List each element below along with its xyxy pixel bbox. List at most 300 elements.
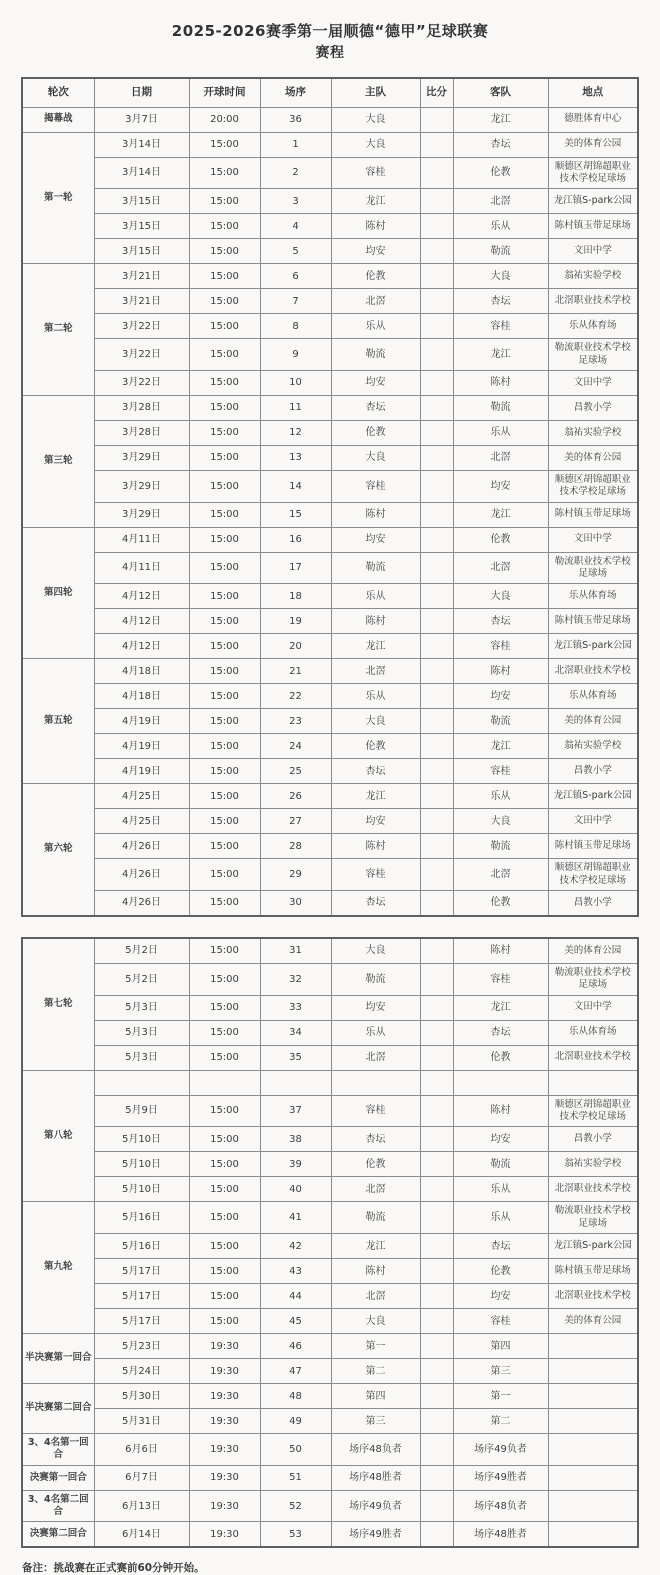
score-cell bbox=[420, 809, 453, 834]
away-team-cell: 容桂 bbox=[453, 759, 548, 784]
away-team-cell: 乐从 bbox=[453, 1177, 548, 1202]
kickoff-time-cell: 15:00 bbox=[189, 709, 260, 734]
venue-cell: 龙江镇S-park公园 bbox=[548, 634, 638, 659]
home-team-cell: 北滘 bbox=[331, 659, 420, 684]
match-no-cell: 24 bbox=[260, 734, 331, 759]
round-label: 3、4名第一回合 bbox=[22, 1434, 94, 1466]
round-label: 第六轮 bbox=[22, 784, 94, 916]
kickoff-time-cell: 15:00 bbox=[189, 1095, 260, 1127]
kickoff-time-cell: 20:00 bbox=[189, 107, 260, 132]
home-team-cell: 龙江 bbox=[331, 784, 420, 809]
score-cell bbox=[420, 395, 453, 420]
schedule-table-rounds-7-finals bbox=[21, 937, 639, 1548]
kickoff-time-cell: 19:30 bbox=[189, 1522, 260, 1548]
match-no-cell: 1 bbox=[260, 132, 331, 157]
score-cell bbox=[420, 938, 453, 964]
table-row bbox=[22, 157, 638, 189]
date-cell: 5月2日 bbox=[94, 938, 189, 964]
match-no-cell: 8 bbox=[260, 314, 331, 339]
table-row bbox=[22, 132, 638, 157]
away-team-cell: 勒流 bbox=[453, 1152, 548, 1177]
match-no-cell: 16 bbox=[260, 527, 331, 552]
table-row bbox=[22, 370, 638, 395]
kickoff-time-cell: 19:30 bbox=[189, 1434, 260, 1466]
match-no-cell: 50 bbox=[260, 1434, 331, 1466]
score-cell bbox=[420, 107, 453, 132]
venue-cell: 翁祐实验学校 bbox=[548, 1152, 638, 1177]
date-cell: 3月7日 bbox=[94, 107, 189, 132]
kickoff-time-cell: 15:00 bbox=[189, 289, 260, 314]
venue-cell: 乐从体育场 bbox=[548, 584, 638, 609]
kickoff-time-cell: 15:00 bbox=[189, 157, 260, 189]
venue-cell: 翁祐实验学校 bbox=[548, 264, 638, 289]
away-team-cell: 北滘 bbox=[453, 859, 548, 891]
venue-cell bbox=[548, 1070, 638, 1095]
home-team-cell: 北滘 bbox=[331, 289, 420, 314]
venue-cell: 文田中学 bbox=[548, 995, 638, 1020]
away-team-cell: 场序48胜者 bbox=[453, 1522, 548, 1548]
score-cell bbox=[420, 890, 453, 916]
table-row bbox=[22, 339, 638, 371]
date-cell: 3月28日 bbox=[94, 420, 189, 445]
venue-cell: 顺德区胡锦超职业技术学校足球场 bbox=[548, 1095, 638, 1127]
home-team-cell: 陈村 bbox=[331, 214, 420, 239]
column-header-home-team: 主队 bbox=[331, 78, 420, 108]
away-team-cell: 北滘 bbox=[453, 552, 548, 584]
kickoff-time-cell bbox=[189, 1070, 260, 1095]
kickoff-time-cell: 15:00 bbox=[189, 470, 260, 502]
venue-cell: 陈村镇玉带足球场 bbox=[548, 502, 638, 527]
match-no-cell: 46 bbox=[260, 1334, 331, 1359]
date-cell: 5月3日 bbox=[94, 1045, 189, 1070]
home-team-cell: 杏坛 bbox=[331, 890, 420, 916]
home-team-cell bbox=[331, 1070, 420, 1095]
match-no-cell: 2 bbox=[260, 157, 331, 189]
home-team-cell: 伦教 bbox=[331, 264, 420, 289]
away-team-cell: 勒流 bbox=[453, 834, 548, 859]
round-label: 第二轮 bbox=[22, 264, 94, 396]
date-cell: 4月11日 bbox=[94, 552, 189, 584]
venue-cell: 勒流职业技术学校足球场 bbox=[548, 1202, 638, 1234]
away-team-cell: 龙江 bbox=[453, 339, 548, 371]
score-cell bbox=[420, 1095, 453, 1127]
match-no-cell: 45 bbox=[260, 1309, 331, 1334]
table-row bbox=[22, 289, 638, 314]
kickoff-time-cell: 15:00 bbox=[189, 1234, 260, 1259]
table-row bbox=[22, 445, 638, 470]
table-row bbox=[22, 809, 638, 834]
match-no-cell: 39 bbox=[260, 1152, 331, 1177]
date-cell: 5月30日 bbox=[94, 1384, 189, 1409]
home-team-cell: 均安 bbox=[331, 527, 420, 552]
table-row bbox=[22, 684, 638, 709]
away-team-cell: 乐从 bbox=[453, 784, 548, 809]
home-team-cell: 北滘 bbox=[331, 1177, 420, 1202]
away-team-cell: 乐从 bbox=[453, 420, 548, 445]
away-team-cell: 伦教 bbox=[453, 1045, 548, 1070]
table-row bbox=[22, 1152, 638, 1177]
away-team-cell: 容桂 bbox=[453, 314, 548, 339]
score-cell bbox=[420, 339, 453, 371]
round-label: 第四轮 bbox=[22, 527, 94, 659]
match-no-cell: 29 bbox=[260, 859, 331, 891]
date-cell: 6月7日 bbox=[94, 1465, 189, 1490]
away-team-cell: 容桂 bbox=[453, 963, 548, 995]
kickoff-time-cell: 15:00 bbox=[189, 1177, 260, 1202]
kickoff-time-cell: 15:00 bbox=[189, 834, 260, 859]
away-team-cell: 勒流 bbox=[453, 239, 548, 264]
round-label: 决赛第一回合 bbox=[22, 1465, 94, 1490]
score-cell bbox=[420, 659, 453, 684]
kickoff-time-cell: 15:00 bbox=[189, 445, 260, 470]
venue-cell: 陈村镇玉带足球场 bbox=[548, 1259, 638, 1284]
round-label: 第三轮 bbox=[22, 395, 94, 527]
match-no-cell: 6 bbox=[260, 264, 331, 289]
score-cell bbox=[420, 1152, 453, 1177]
table-row bbox=[22, 759, 638, 784]
away-team-cell: 均安 bbox=[453, 684, 548, 709]
date-cell: 3月15日 bbox=[94, 214, 189, 239]
away-team-cell: 伦教 bbox=[453, 890, 548, 916]
match-no-cell: 47 bbox=[260, 1359, 331, 1384]
kickoff-time-cell: 15:00 bbox=[189, 859, 260, 891]
match-no-cell: 53 bbox=[260, 1522, 331, 1548]
home-team-cell: 乐从 bbox=[331, 684, 420, 709]
column-header-date: 日期 bbox=[94, 78, 189, 108]
date-cell: 4月19日 bbox=[94, 759, 189, 784]
table-row bbox=[22, 1045, 638, 1070]
away-team-cell: 大良 bbox=[453, 584, 548, 609]
match-no-cell: 19 bbox=[260, 609, 331, 634]
home-team-cell: 陈村 bbox=[331, 834, 420, 859]
score-cell bbox=[420, 1522, 453, 1548]
table-row bbox=[22, 734, 638, 759]
away-team-cell: 均安 bbox=[453, 1127, 548, 1152]
score-cell bbox=[420, 1334, 453, 1359]
venue-cell: 翁祐实验学校 bbox=[548, 734, 638, 759]
venue-cell: 乐从体育场 bbox=[548, 314, 638, 339]
score-cell bbox=[420, 1409, 453, 1434]
venue-cell: 翁祐实验学校 bbox=[548, 420, 638, 445]
away-team-cell: 勒流 bbox=[453, 395, 548, 420]
venue-cell bbox=[548, 1465, 638, 1490]
kickoff-time-cell: 15:00 bbox=[189, 1127, 260, 1152]
away-team-cell: 陈村 bbox=[453, 659, 548, 684]
venue-cell: 顺德区胡锦超职业技术学校足球场 bbox=[548, 157, 638, 189]
column-header-kickoff-time: 开球时间 bbox=[189, 78, 260, 108]
venue-cell bbox=[548, 1434, 638, 1466]
match-no-cell: 42 bbox=[260, 1234, 331, 1259]
kickoff-time-cell: 19:30 bbox=[189, 1465, 260, 1490]
home-team-cell: 勒流 bbox=[331, 963, 420, 995]
table-row bbox=[22, 609, 638, 634]
kickoff-time-cell: 15:00 bbox=[189, 684, 260, 709]
table-row bbox=[22, 1409, 638, 1434]
match-no-cell: 52 bbox=[260, 1490, 331, 1522]
round-label: 决赛第二回合 bbox=[22, 1522, 94, 1548]
score-cell bbox=[420, 1359, 453, 1384]
match-no-cell: 44 bbox=[260, 1284, 331, 1309]
home-team-cell: 龙江 bbox=[331, 189, 420, 214]
date-cell: 4月26日 bbox=[94, 890, 189, 916]
venue-cell: 昌教小学 bbox=[548, 890, 638, 916]
venue-cell: 昌教小学 bbox=[548, 1127, 638, 1152]
match-no-cell: 30 bbox=[260, 890, 331, 916]
score-cell bbox=[420, 1177, 453, 1202]
score-cell bbox=[420, 963, 453, 995]
venue-cell: 北滘职业技术学校 bbox=[548, 1177, 638, 1202]
away-team-cell: 第一 bbox=[453, 1384, 548, 1409]
score-cell bbox=[420, 314, 453, 339]
table-row bbox=[22, 527, 638, 552]
kickoff-time-cell: 15:00 bbox=[189, 132, 260, 157]
away-team-cell: 均安 bbox=[453, 470, 548, 502]
match-no-cell: 25 bbox=[260, 759, 331, 784]
away-team-cell: 龙江 bbox=[453, 734, 548, 759]
score-cell bbox=[420, 609, 453, 634]
match-no-cell: 33 bbox=[260, 995, 331, 1020]
match-no-cell: 34 bbox=[260, 1020, 331, 1045]
match-no-cell: 51 bbox=[260, 1465, 331, 1490]
table-row bbox=[22, 859, 638, 891]
date-cell: 5月17日 bbox=[94, 1284, 189, 1309]
away-team-cell: 第二 bbox=[453, 1409, 548, 1434]
match-no-cell: 12 bbox=[260, 420, 331, 445]
match-no-cell: 27 bbox=[260, 809, 331, 834]
kickoff-time-cell: 15:00 bbox=[189, 584, 260, 609]
table-row bbox=[22, 314, 638, 339]
match-no-cell: 21 bbox=[260, 659, 331, 684]
round-label: 半决赛第一回合 bbox=[22, 1334, 94, 1384]
kickoff-time-cell: 15:00 bbox=[189, 420, 260, 445]
home-team-cell: 陈村 bbox=[331, 609, 420, 634]
match-no-cell: 49 bbox=[260, 1409, 331, 1434]
column-header-venue: 地点 bbox=[548, 78, 638, 108]
table-row bbox=[22, 1020, 638, 1045]
home-team-cell: 第三 bbox=[331, 1409, 420, 1434]
match-no-cell: 26 bbox=[260, 784, 331, 809]
venue-cell: 北滘职业技术学校 bbox=[548, 659, 638, 684]
score-cell bbox=[420, 189, 453, 214]
kickoff-time-cell: 19:30 bbox=[189, 1409, 260, 1434]
away-team-cell: 陈村 bbox=[453, 1095, 548, 1127]
away-team-cell: 伦教 bbox=[453, 1259, 548, 1284]
away-team-cell: 龙江 bbox=[453, 107, 548, 132]
page-title-line1: 2025-2026赛季第一届顺德“德甲”足球联赛 bbox=[171, 22, 489, 40]
away-team-cell: 杏坛 bbox=[453, 289, 548, 314]
match-no-cell: 48 bbox=[260, 1384, 331, 1409]
away-team-cell: 容桂 bbox=[453, 1309, 548, 1334]
away-team-cell: 场序48负者 bbox=[453, 1490, 548, 1522]
away-team-cell: 杏坛 bbox=[453, 132, 548, 157]
date-cell: 4月26日 bbox=[94, 834, 189, 859]
round-label: 第九轮 bbox=[22, 1202, 94, 1334]
match-no-cell: 43 bbox=[260, 1259, 331, 1284]
venue-cell bbox=[548, 1490, 638, 1522]
kickoff-time-cell: 15:00 bbox=[189, 264, 260, 289]
score-cell bbox=[420, 1434, 453, 1466]
venue-cell: 陈村镇玉带足球场 bbox=[548, 609, 638, 634]
kickoff-time-cell: 15:00 bbox=[189, 239, 260, 264]
score-cell bbox=[420, 264, 453, 289]
kickoff-time-cell: 15:00 bbox=[189, 395, 260, 420]
venue-cell bbox=[548, 1334, 638, 1359]
table-row bbox=[22, 890, 638, 916]
kickoff-time-cell: 15:00 bbox=[189, 890, 260, 916]
kickoff-time-cell: 15:00 bbox=[189, 1309, 260, 1334]
away-team-cell: 伦教 bbox=[453, 527, 548, 552]
table-row bbox=[22, 634, 638, 659]
round-label: 第七轮 bbox=[22, 938, 94, 1070]
venue-cell: 美的体育公园 bbox=[548, 445, 638, 470]
venue-cell: 美的体育公园 bbox=[548, 132, 638, 157]
home-team-cell: 乐从 bbox=[331, 1020, 420, 1045]
kickoff-time-cell: 15:00 bbox=[189, 609, 260, 634]
away-team-cell: 北滘 bbox=[453, 189, 548, 214]
home-team-cell: 场序49负者 bbox=[331, 1490, 420, 1522]
date-cell: 3月21日 bbox=[94, 264, 189, 289]
kickoff-time-cell: 19:30 bbox=[189, 1334, 260, 1359]
table-row bbox=[22, 470, 638, 502]
away-team-cell: 场序49胜者 bbox=[453, 1465, 548, 1490]
home-team-cell: 北滘 bbox=[331, 1045, 420, 1070]
score-cell bbox=[420, 1309, 453, 1334]
match-no-cell: 32 bbox=[260, 963, 331, 995]
venue-cell bbox=[548, 1409, 638, 1434]
venue-cell: 德胜体育中心 bbox=[548, 107, 638, 132]
home-team-cell: 陈村 bbox=[331, 1259, 420, 1284]
table-row bbox=[22, 239, 638, 264]
kickoff-time-cell: 15:00 bbox=[189, 189, 260, 214]
home-team-cell: 大良 bbox=[331, 1309, 420, 1334]
kickoff-time-cell: 15:00 bbox=[189, 809, 260, 834]
venue-cell: 龙江镇S-park公园 bbox=[548, 1234, 638, 1259]
match-no-cell: 41 bbox=[260, 1202, 331, 1234]
round-label: 第一轮 bbox=[22, 132, 94, 264]
score-cell bbox=[420, 734, 453, 759]
score-cell bbox=[420, 420, 453, 445]
date-cell: 5月17日 bbox=[94, 1259, 189, 1284]
date-cell: 3月14日 bbox=[94, 132, 189, 157]
score-cell bbox=[420, 157, 453, 189]
home-team-cell: 北滘 bbox=[331, 1284, 420, 1309]
date-cell: 5月10日 bbox=[94, 1152, 189, 1177]
table-row bbox=[22, 420, 638, 445]
date-cell: 4月18日 bbox=[94, 684, 189, 709]
kickoff-time-cell: 15:00 bbox=[189, 214, 260, 239]
score-cell bbox=[420, 1465, 453, 1490]
table-row bbox=[22, 1309, 638, 1334]
match-no-cell bbox=[260, 1070, 331, 1095]
venue-cell: 乐从体育场 bbox=[548, 1020, 638, 1045]
table-row bbox=[22, 1522, 638, 1548]
venue-cell: 文田中学 bbox=[548, 527, 638, 552]
away-team-cell: 杏坛 bbox=[453, 1234, 548, 1259]
venue-cell bbox=[548, 1384, 638, 1409]
home-team-cell: 场序48负者 bbox=[331, 1434, 420, 1466]
match-no-cell: 38 bbox=[260, 1127, 331, 1152]
home-team-cell: 大良 bbox=[331, 938, 420, 964]
table-row bbox=[22, 1095, 638, 1127]
home-team-cell: 第二 bbox=[331, 1359, 420, 1384]
table-row bbox=[22, 784, 638, 809]
away-team-cell: 陈村 bbox=[453, 938, 548, 964]
home-team-cell: 陈村 bbox=[331, 502, 420, 527]
date-cell: 3月29日 bbox=[94, 445, 189, 470]
kickoff-time-cell: 15:00 bbox=[189, 1045, 260, 1070]
score-cell bbox=[420, 527, 453, 552]
score-cell bbox=[420, 552, 453, 584]
date-cell: 5月9日 bbox=[94, 1095, 189, 1127]
match-no-cell: 22 bbox=[260, 684, 331, 709]
table-row bbox=[22, 502, 638, 527]
column-header-round: 轮次 bbox=[22, 78, 94, 108]
kickoff-time-cell: 15:00 bbox=[189, 527, 260, 552]
date-cell: 5月3日 bbox=[94, 1020, 189, 1045]
score-cell bbox=[420, 995, 453, 1020]
venue-cell: 陈村镇玉带足球场 bbox=[548, 214, 638, 239]
home-team-cell: 大良 bbox=[331, 107, 420, 132]
score-cell bbox=[420, 709, 453, 734]
round-label: 半决赛第二回合 bbox=[22, 1384, 94, 1434]
date-cell: 4月12日 bbox=[94, 584, 189, 609]
table-row bbox=[22, 584, 638, 609]
date-cell: 4月11日 bbox=[94, 527, 189, 552]
away-team-cell: 容桂 bbox=[453, 634, 548, 659]
table-row bbox=[22, 659, 638, 684]
home-team-cell: 勒流 bbox=[331, 339, 420, 371]
home-team-cell: 杏坛 bbox=[331, 395, 420, 420]
date-cell: 3月15日 bbox=[94, 189, 189, 214]
away-team-cell: 大良 bbox=[453, 809, 548, 834]
kickoff-time-cell: 15:00 bbox=[189, 659, 260, 684]
date-cell: 3月22日 bbox=[94, 339, 189, 371]
kickoff-time-cell: 15:00 bbox=[189, 759, 260, 784]
home-team-cell: 第一 bbox=[331, 1334, 420, 1359]
date-cell: 5月17日 bbox=[94, 1309, 189, 1334]
round-label: 揭幕战 bbox=[22, 107, 94, 132]
away-team-cell: 第四 bbox=[453, 1334, 548, 1359]
venue-cell: 乐从体育场 bbox=[548, 684, 638, 709]
kickoff-time-cell: 15:00 bbox=[189, 314, 260, 339]
match-no-cell: 3 bbox=[260, 189, 331, 214]
score-cell bbox=[420, 834, 453, 859]
home-team-cell: 杏坛 bbox=[331, 759, 420, 784]
table-row bbox=[22, 1127, 638, 1152]
match-no-cell: 9 bbox=[260, 339, 331, 371]
home-team-cell: 均安 bbox=[331, 370, 420, 395]
date-cell: 5月31日 bbox=[94, 1409, 189, 1434]
venue-cell: 勒流职业技术学校足球场 bbox=[548, 552, 638, 584]
table-row bbox=[22, 1177, 638, 1202]
schedule-table-rounds-1-6 bbox=[21, 77, 639, 917]
score-cell bbox=[420, 132, 453, 157]
venue-cell: 美的体育公园 bbox=[548, 938, 638, 964]
table-row bbox=[22, 214, 638, 239]
away-team-cell: 伦教 bbox=[453, 157, 548, 189]
column-header-match-no: 场序 bbox=[260, 78, 331, 108]
home-team-cell: 伦教 bbox=[331, 734, 420, 759]
home-team-cell: 乐从 bbox=[331, 314, 420, 339]
venue-cell: 北滘职业技术学校 bbox=[548, 1284, 638, 1309]
venue-cell: 北滘职业技术学校 bbox=[548, 289, 638, 314]
match-no-cell: 28 bbox=[260, 834, 331, 859]
away-team-cell: 龙江 bbox=[453, 502, 548, 527]
match-no-cell: 10 bbox=[260, 370, 331, 395]
score-cell bbox=[420, 1234, 453, 1259]
match-no-cell: 18 bbox=[260, 584, 331, 609]
away-team-cell: 第三 bbox=[453, 1359, 548, 1384]
